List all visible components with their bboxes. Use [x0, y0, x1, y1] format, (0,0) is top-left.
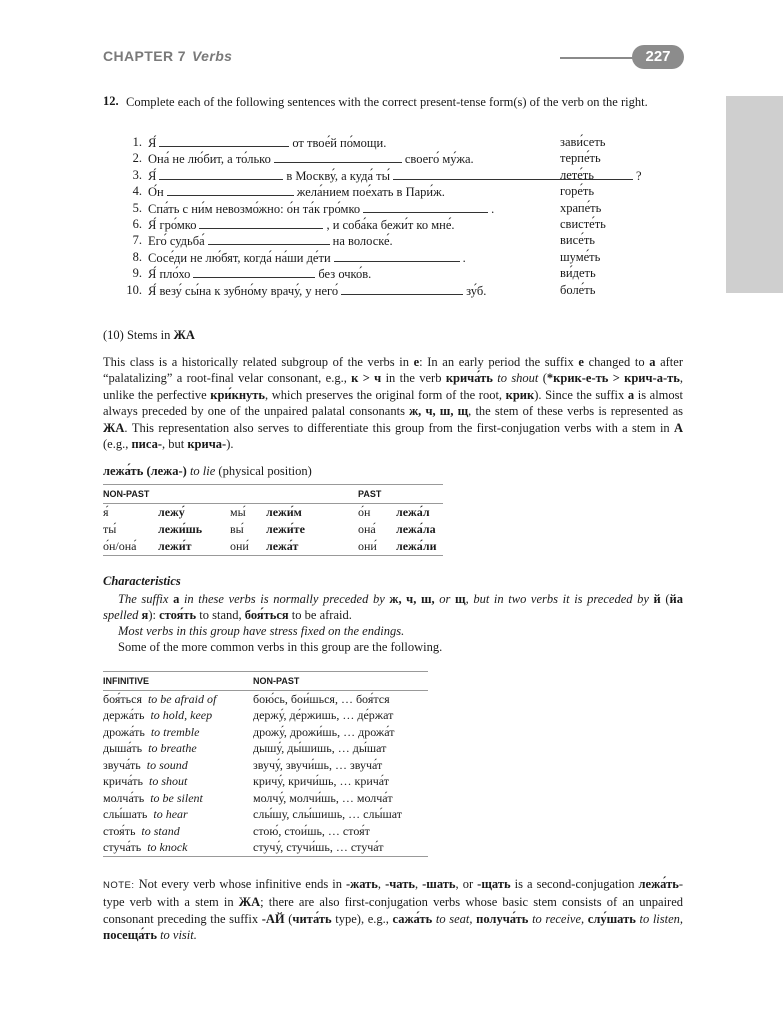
nonpast-forms: стою́, стои́шь, … стоя́т — [253, 823, 370, 838]
section-paragraph-run: крича- — [187, 437, 227, 452]
section-paragraph-run: крича́ть — [445, 371, 493, 386]
pronoun: они́ — [230, 538, 266, 556]
nonpast-forms: бою́сь, бои́шься, … боя́тся — [253, 691, 390, 706]
section-paragraph-run: . This representation also serves to differentiate this group from the first-conjugation verbs with a stem in — [124, 420, 674, 435]
note-run: посеща́ть — [103, 928, 157, 943]
section-paragraph-run: ЖА — [103, 420, 125, 435]
item-sentence — [148, 233, 393, 249]
sentence-end: зу́б. — [466, 283, 487, 298]
exercise-item — [108, 283, 708, 299]
item-number: 2. — [132, 151, 142, 166]
note-run: to seat, — [435, 911, 473, 926]
note-run: , — [414, 877, 423, 891]
section-paragraph-run: кри́кнуть — [210, 387, 266, 402]
sentence-start: О́н — [148, 185, 164, 200]
section-paragraph-run: , but — [162, 437, 188, 452]
verb-infinitive — [103, 691, 253, 708]
sentence-end: в Москву́, а куда́ ты́ — [286, 168, 391, 183]
section-paragraph-run: e — [578, 355, 584, 369]
verb-form: лежа́ли — [396, 538, 443, 556]
characteristics-run: to stand, — [196, 608, 245, 623]
section-paragraph-run: in the verb — [381, 371, 446, 386]
section-paragraph-run: e — [413, 355, 420, 369]
section-paragraph-run: after “palatalizing” a root-final velar consonant, e.g., — [103, 355, 683, 386]
infinitive: молча́ть — [103, 790, 145, 805]
infinitive: стуча́ть — [103, 840, 142, 855]
pronoun: она́ — [358, 522, 376, 536]
section-paragraph-run: a — [627, 387, 635, 402]
section-paragraph-run: писа- — [131, 437, 162, 452]
sentence-end: жела́нием пое́хать в Пари́ж. — [296, 185, 445, 200]
verb-form: лежи́те — [266, 522, 305, 536]
sentence-end: на волоске́. — [332, 234, 393, 249]
item-verb: горе́ть — [560, 184, 595, 199]
exercise-item — [108, 168, 708, 184]
nonpast-forms: дрожу́, дрожи́шь, … дрожа́т — [253, 724, 395, 739]
section-paragraph-run: is almost always preceded by one of the unpaired palatal consonants — [103, 387, 683, 419]
nonpast-forms: дышу́, ды́шишь, … ды́шат — [253, 741, 387, 756]
sentence-start: Я́ везу́ сы́на к зубно́му врачу́, у него́ — [148, 283, 339, 298]
gloss: to be silent — [144, 790, 203, 805]
item-sentence — [148, 184, 445, 200]
section-paragraph-run: a — [649, 355, 656, 369]
gloss: to hold, keep — [144, 708, 213, 723]
exercise-item — [108, 135, 708, 151]
infinitive: слы́шать — [103, 807, 148, 822]
section-heading — [103, 328, 195, 343]
item-number: 3. — [132, 167, 142, 182]
verb-row — [103, 823, 428, 840]
verb-form: лежа́т — [266, 538, 358, 556]
characteristics-run: ): — [148, 608, 160, 623]
item-number: 4. — [132, 184, 142, 199]
exercise-item — [108, 151, 708, 167]
infinitive: крича́ть — [103, 774, 144, 789]
note-run: to listen, — [639, 911, 684, 926]
sentence-tail: ? — [636, 168, 642, 183]
infinitive: звуча́ть — [103, 757, 141, 772]
nonpast-forms: звучу́, звучи́шь, … звуча́т — [253, 757, 383, 772]
answer-blank[interactable] — [167, 184, 294, 196]
answer-blank[interactable] — [334, 250, 460, 262]
section-heading-stem: ЖА — [173, 328, 195, 342]
verb-form: лежу́ — [158, 505, 185, 519]
characteristics-run: to be afraid. — [288, 608, 352, 623]
exercise-item — [108, 250, 708, 266]
section-paragraph-run: к > ч — [351, 371, 382, 386]
item-verb: лете́ть — [560, 167, 594, 182]
section-heading-prefix: (10) Stems in — [103, 328, 171, 342]
answer-blank[interactable] — [274, 151, 402, 163]
sentence-end: , и соба́ка бежи́т ко мне́. — [326, 218, 455, 232]
section-paragraph-run: : In an early period the suffix — [419, 355, 579, 369]
pronoun: ты́ — [103, 522, 117, 536]
running-header — [103, 48, 232, 64]
answer-blank[interactable] — [208, 233, 330, 245]
characteristics-run: щ — [455, 592, 466, 606]
answer-blank[interactable] — [393, 168, 633, 180]
section-paragraph-run: (e.g., — [103, 437, 132, 452]
verb-row — [103, 691, 428, 708]
note-run: -шать — [422, 877, 456, 891]
verb-form: лежа́л — [396, 505, 430, 519]
item-sentence — [148, 217, 455, 233]
header-rule — [560, 57, 635, 59]
note-run: is a second-conjugation — [510, 877, 639, 891]
note-run: type), e.g., — [331, 911, 393, 926]
exercise-instruction: Complete each of the following sentences with the correct present-tense form(s) of the verb on the right. — [126, 95, 648, 109]
verb-infinitive — [103, 807, 253, 824]
sentence-start: Я́ — [148, 136, 157, 150]
pronoun: о́н — [358, 505, 371, 519]
sentence-end: своего́ му́жа. — [404, 152, 474, 167]
common-verbs-table — [103, 671, 428, 857]
exercise-item — [108, 201, 708, 217]
note-run: слу́шать — [587, 911, 636, 926]
section-paragraph-run: This class is a historically related subgroup of the verbs in — [103, 355, 414, 369]
nonpast-forms: кричу́, кричи́шь, … крича́т — [253, 774, 390, 789]
note-run: получа́ть — [476, 911, 529, 926]
verb-form: лежа́ла — [396, 522, 436, 536]
item-sentence — [148, 201, 494, 217]
characteristics-run: spelled — [103, 608, 142, 623]
exercise-item — [108, 266, 708, 282]
past-header: PAST — [358, 485, 443, 504]
model-verb-line — [103, 464, 312, 479]
exercise-item — [108, 217, 708, 233]
verb-infinitive — [103, 840, 253, 857]
characteristics-run: in these verbs is normally preceded by — [179, 592, 390, 606]
note-run: ( — [284, 911, 293, 926]
nonpast-forms: слы́шу, слы́шишь, … слы́шат — [253, 807, 403, 822]
answer-blank[interactable] — [159, 135, 289, 147]
answer-blank[interactable] — [199, 217, 323, 229]
item-sentence — [148, 250, 466, 266]
item-verb: висе́ть — [560, 233, 596, 248]
conjugation-row — [103, 521, 443, 538]
sentence-start: Я́ гро́мко — [148, 218, 197, 232]
model-verb-gloss: to lie — [189, 464, 216, 478]
item-verb: терпе́ть — [560, 151, 601, 166]
section-paragraph-run: ). Since the suffix — [534, 387, 628, 402]
verb-form: лежи́шь — [158, 522, 203, 536]
section-paragraph-run: , unlike the perfective — [103, 371, 684, 402]
characteristics-stress-note: Most verbs in this group have stress fixed on the endings. — [118, 624, 405, 638]
item-number: 7. — [132, 233, 142, 248]
gloss: to hear — [147, 807, 188, 822]
section-paragraph — [103, 354, 683, 452]
note-run: чита́ть — [292, 911, 332, 926]
item-verb: храпе́ть — [560, 200, 602, 215]
section-paragraph-run: ( — [538, 371, 547, 386]
verb-row — [103, 741, 428, 758]
note-run: -type verb with a stem in — [103, 877, 684, 910]
chapter-title: Verbs — [191, 48, 233, 64]
item-verb: боле́ть — [560, 282, 596, 297]
note-label: NOTE: — [103, 880, 135, 891]
note-run: to visit. — [160, 928, 197, 943]
verb-row — [103, 757, 428, 774]
infinitive: стоя́ть — [103, 823, 136, 838]
item-sentence — [148, 266, 371, 282]
verb-form: лежи́т — [158, 538, 230, 556]
verb-row — [103, 724, 428, 741]
gloss: to knock — [141, 840, 188, 855]
item-number: 9. — [132, 266, 142, 281]
section-paragraph-run: changed to — [583, 355, 650, 369]
verb-row — [103, 774, 428, 791]
note-run: сажа́ть — [392, 911, 433, 926]
characteristics-run: ( — [660, 592, 670, 606]
nonpast-forms: стучу́, стучи́шь, … стуча́т — [253, 840, 428, 857]
verb-form: лежи́м — [266, 505, 302, 519]
gloss: to breathe — [142, 741, 197, 756]
sentence-start: Сосе́ди не лю́бят, когда́ на́ши де́ти — [148, 250, 331, 265]
gloss: to shout — [143, 774, 188, 789]
item-verb: зави́сеть — [560, 135, 606, 149]
characteristics-heading: Characteristics — [103, 574, 181, 588]
note-run: , or — [455, 877, 478, 891]
note-run: -жать — [346, 877, 378, 891]
conjugation-row — [103, 504, 443, 522]
characteristics-run: стоя́ть — [159, 608, 197, 623]
infinitive: держа́ть — [103, 708, 145, 723]
infinitive-header: INFINITIVE — [103, 672, 253, 691]
item-sentence — [148, 151, 474, 167]
verb-infinitive — [103, 757, 253, 774]
sentence-end: . — [462, 250, 466, 265]
characteristics-run: ж, ч, ш, — [389, 592, 435, 606]
item-number: 10. — [126, 282, 142, 297]
answer-blank[interactable] — [159, 168, 283, 180]
conjugation-table — [103, 484, 443, 556]
section-paragraph-run: ж, ч, ш, щ — [409, 404, 469, 419]
item-number: 8. — [132, 249, 142, 264]
sentence-start: Она́ не лю́бит, а то́лько — [148, 152, 271, 167]
conjugation-row — [103, 538, 443, 556]
section-paragraph-run: , which preserves the original form of the root, — [265, 387, 506, 402]
sentence-end: от твое́й по́мощи. — [292, 136, 387, 150]
item-verb: свисте́ть — [560, 217, 606, 231]
gloss: to be afraid of — [141, 691, 217, 706]
note-run: , — [377, 877, 386, 891]
characteristics-run: The suffix — [118, 592, 174, 606]
gloss: to sound — [140, 757, 188, 772]
verb-row — [103, 790, 428, 807]
sentence-end: без очко́в. — [318, 267, 372, 282]
thumb-tab — [726, 96, 783, 293]
section-paragraph-run: *крик-е-ть > крич-а-ть — [546, 371, 680, 386]
characteristics-list-intro: Some of the more common verbs in this group are the following. — [118, 640, 443, 654]
pronoun: мы́ — [230, 505, 246, 519]
characteristics-paragraph — [103, 591, 683, 624]
section-paragraph-run: ). — [226, 437, 234, 452]
verb-infinitive — [103, 724, 253, 741]
item-number: 1. — [132, 135, 142, 149]
section-paragraph-run: A — [673, 420, 683, 435]
pronoun: вы́ — [230, 522, 244, 536]
exercise-number: 12. — [103, 94, 119, 108]
infinitive: дрожа́ть — [103, 724, 145, 739]
item-sentence — [148, 283, 486, 299]
verb-row — [103, 840, 428, 857]
sentence-start: Я́ пло́хо — [148, 267, 191, 282]
note-run: ; there are also first-conjugation verbs whose basic stem consists of an unpaired consonant preceding the suffix — [103, 895, 683, 926]
characteristics-run: a — [173, 592, 180, 606]
note-run: Not every verb whose infinitive ends in — [134, 877, 346, 891]
model-verb-infinitive: лежа́ть — [103, 464, 144, 478]
nonpast-header: NON-PAST — [103, 485, 358, 504]
page-number-badge: 227 — [632, 45, 684, 69]
item-verb: ви́деть — [560, 266, 596, 281]
note-run: лежа́ть — [638, 877, 679, 891]
nonpast-forms-header: NON-PAST — [253, 672, 428, 691]
characteristics-run: or — [434, 592, 456, 606]
pronoun: они́ — [358, 538, 396, 556]
item-number: 5. — [132, 200, 142, 215]
characteristics-run: боя́ться — [244, 608, 289, 623]
verb-infinitive — [103, 741, 253, 758]
item-verb: шуме́ть — [560, 249, 601, 264]
item-number: 6. — [132, 217, 142, 231]
pronoun: я́ — [103, 505, 109, 519]
gloss: to stand — [135, 823, 180, 838]
section-paragraph-run: to shout — [497, 371, 539, 386]
verb-row — [103, 807, 428, 824]
pronoun: о́н/она́ — [103, 538, 158, 556]
verb-infinitive — [103, 708, 253, 725]
verb-infinitive — [103, 790, 253, 807]
section-paragraph-run: , the stem of these verbs is represented as — [468, 404, 683, 419]
sentence-start: Я́ — [148, 168, 157, 183]
infinitive: боя́ться — [103, 691, 142, 706]
exercise-item — [108, 233, 708, 249]
model-verb-stem: (лежа-) — [146, 464, 187, 478]
gloss: to tremble — [144, 724, 200, 739]
model-verb-note: (physical position) — [218, 464, 312, 478]
characteristics-run: йа — [669, 592, 683, 606]
sentence-end: . — [491, 201, 495, 216]
characteristics-run: й — [653, 592, 661, 606]
note-run: -щать — [477, 877, 511, 891]
nonpast-forms: молчу́, молчи́шь, … молча́т — [253, 790, 393, 805]
verb-infinitive — [103, 774, 253, 791]
sentence-start: Его́ судьба́ — [148, 234, 205, 249]
note-run: ЖА — [238, 895, 261, 910]
note-paragraph — [103, 876, 683, 944]
note-run: -АЙ — [261, 911, 285, 926]
chapter-label: CHAPTER 7 — [103, 48, 186, 64]
characteristics-run: , but in two verbs it is preceded by — [465, 592, 654, 606]
nonpast-forms: держу́, де́ржишь, … де́ржат — [253, 708, 394, 723]
note-run: to receive, — [532, 911, 585, 926]
sentence-start: Спа́ть с ни́м невозмо́жно: о́н та́к гро́мко — [148, 201, 361, 216]
item-sentence — [148, 135, 386, 151]
note-run: -чать — [385, 877, 415, 891]
exercise-item — [108, 184, 708, 200]
answer-blank[interactable] — [363, 201, 488, 213]
verb-infinitive — [103, 823, 253, 840]
characteristics-run: я — [141, 608, 149, 623]
verb-row — [103, 708, 428, 725]
section-paragraph-run: крик — [505, 387, 535, 402]
answer-blank[interactable] — [193, 266, 315, 278]
infinitive: дыша́ть — [103, 741, 143, 756]
answer-blank[interactable] — [341, 283, 463, 295]
